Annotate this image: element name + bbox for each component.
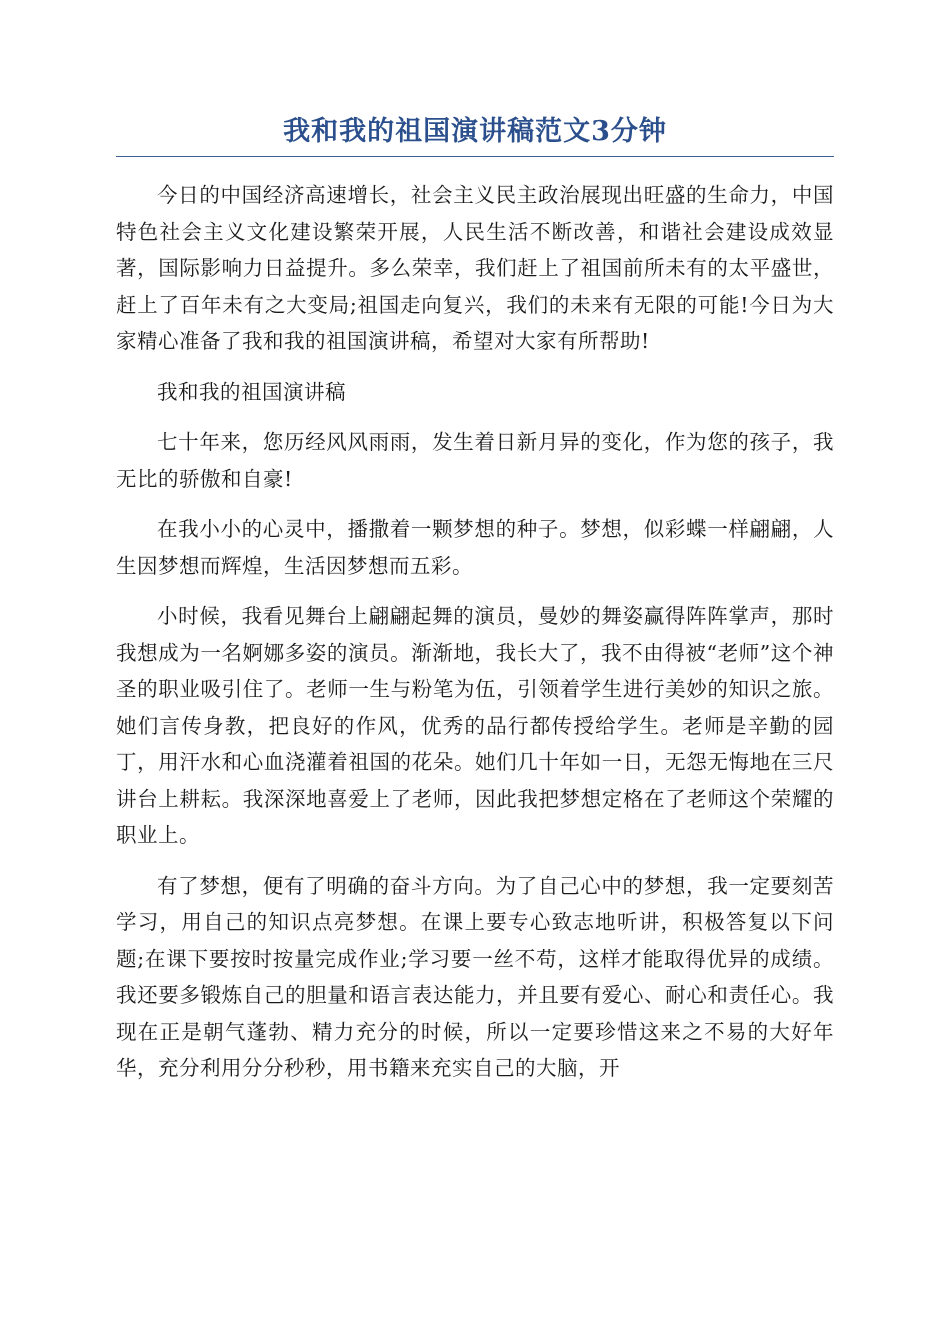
paragraph-dream-seed: 在我小小的心灵中，播撒着一颗梦想的种子。梦想，似彩蝶一样翩翩，人生因梦想而辉煌，生活因梦想而五彩。 [116, 517, 834, 578]
paragraph-intro: 今日的中国经济高速增长，社会主义民主政治展现出旺盛的生命力，中国特色社会主义文化建设繁荣开展，人民生活不断改善，和谐社会建设成效显著，国际影响力日益提升。多么荣幸，我们赶上了祖国前所未有的太平盛世，赶上了百年未有之大变局;祖国走向复兴，我们的未来有无限的可能!今日为大家精心准备了我和我的祖国演讲稿，希望对大家有所帮助! [116, 183, 834, 353]
document-page [116, 110, 834, 1101]
title-underline [116, 156, 834, 157]
paragraph-seventy-years: 七十年来，您历经风风雨雨，发生着日新月异的变化，作为您的孩子，我无比的骄傲和自豪! [116, 430, 834, 491]
paragraph-subheading: 我和我的祖国演讲稿 [157, 379, 346, 404]
paragraph-study-plan: 有了梦想，便有了明确的奋斗方向。为了自己心中的梦想，我一定要刻苦学习，用自己的知识点亮梦想。在课上要专心致志地听讲，积极答复以下问题;在课下要按时按量完成作业;学习要一丝不苟，这样才能取得优异的成绩。我还要多锻炼自己的胆量和语言表达能力，并且要有爱心、耐心和责任心。我现在正是朝气蓬勃、精力充分的时候，所以一定要珍惜这来之不易的大好年华，充分利用分分秒秒，用书籍来充实自己的大脑，开 [116, 873, 834, 1080]
paragraph-childhood: 小时候，我看见舞台上翩翩起舞的演员，曼妙的舞姿赢得阵阵掌声，那时我想成为一名婀娜多姿的演员。渐渐地，我长大了，我不由得被“老师”这个神圣的职业吸引住了。老师一生与粉笔为伍，引领着学生进行美妙的知识之旅。她们言传身教，把良好的作风，优秀的品行都传授给学生。老师是辛勤的园丁，用汗水和心血浇灌着祖国的花朵。她们几十年如一日，无怨无悔地在三尺讲台上耕耘。我深深地喜爱上了老师，因此我把梦想定格在了老师这个荣耀的职业上。 [116, 604, 834, 847]
document-title: 我和我的祖国演讲稿范文3分钟 [283, 116, 667, 147]
